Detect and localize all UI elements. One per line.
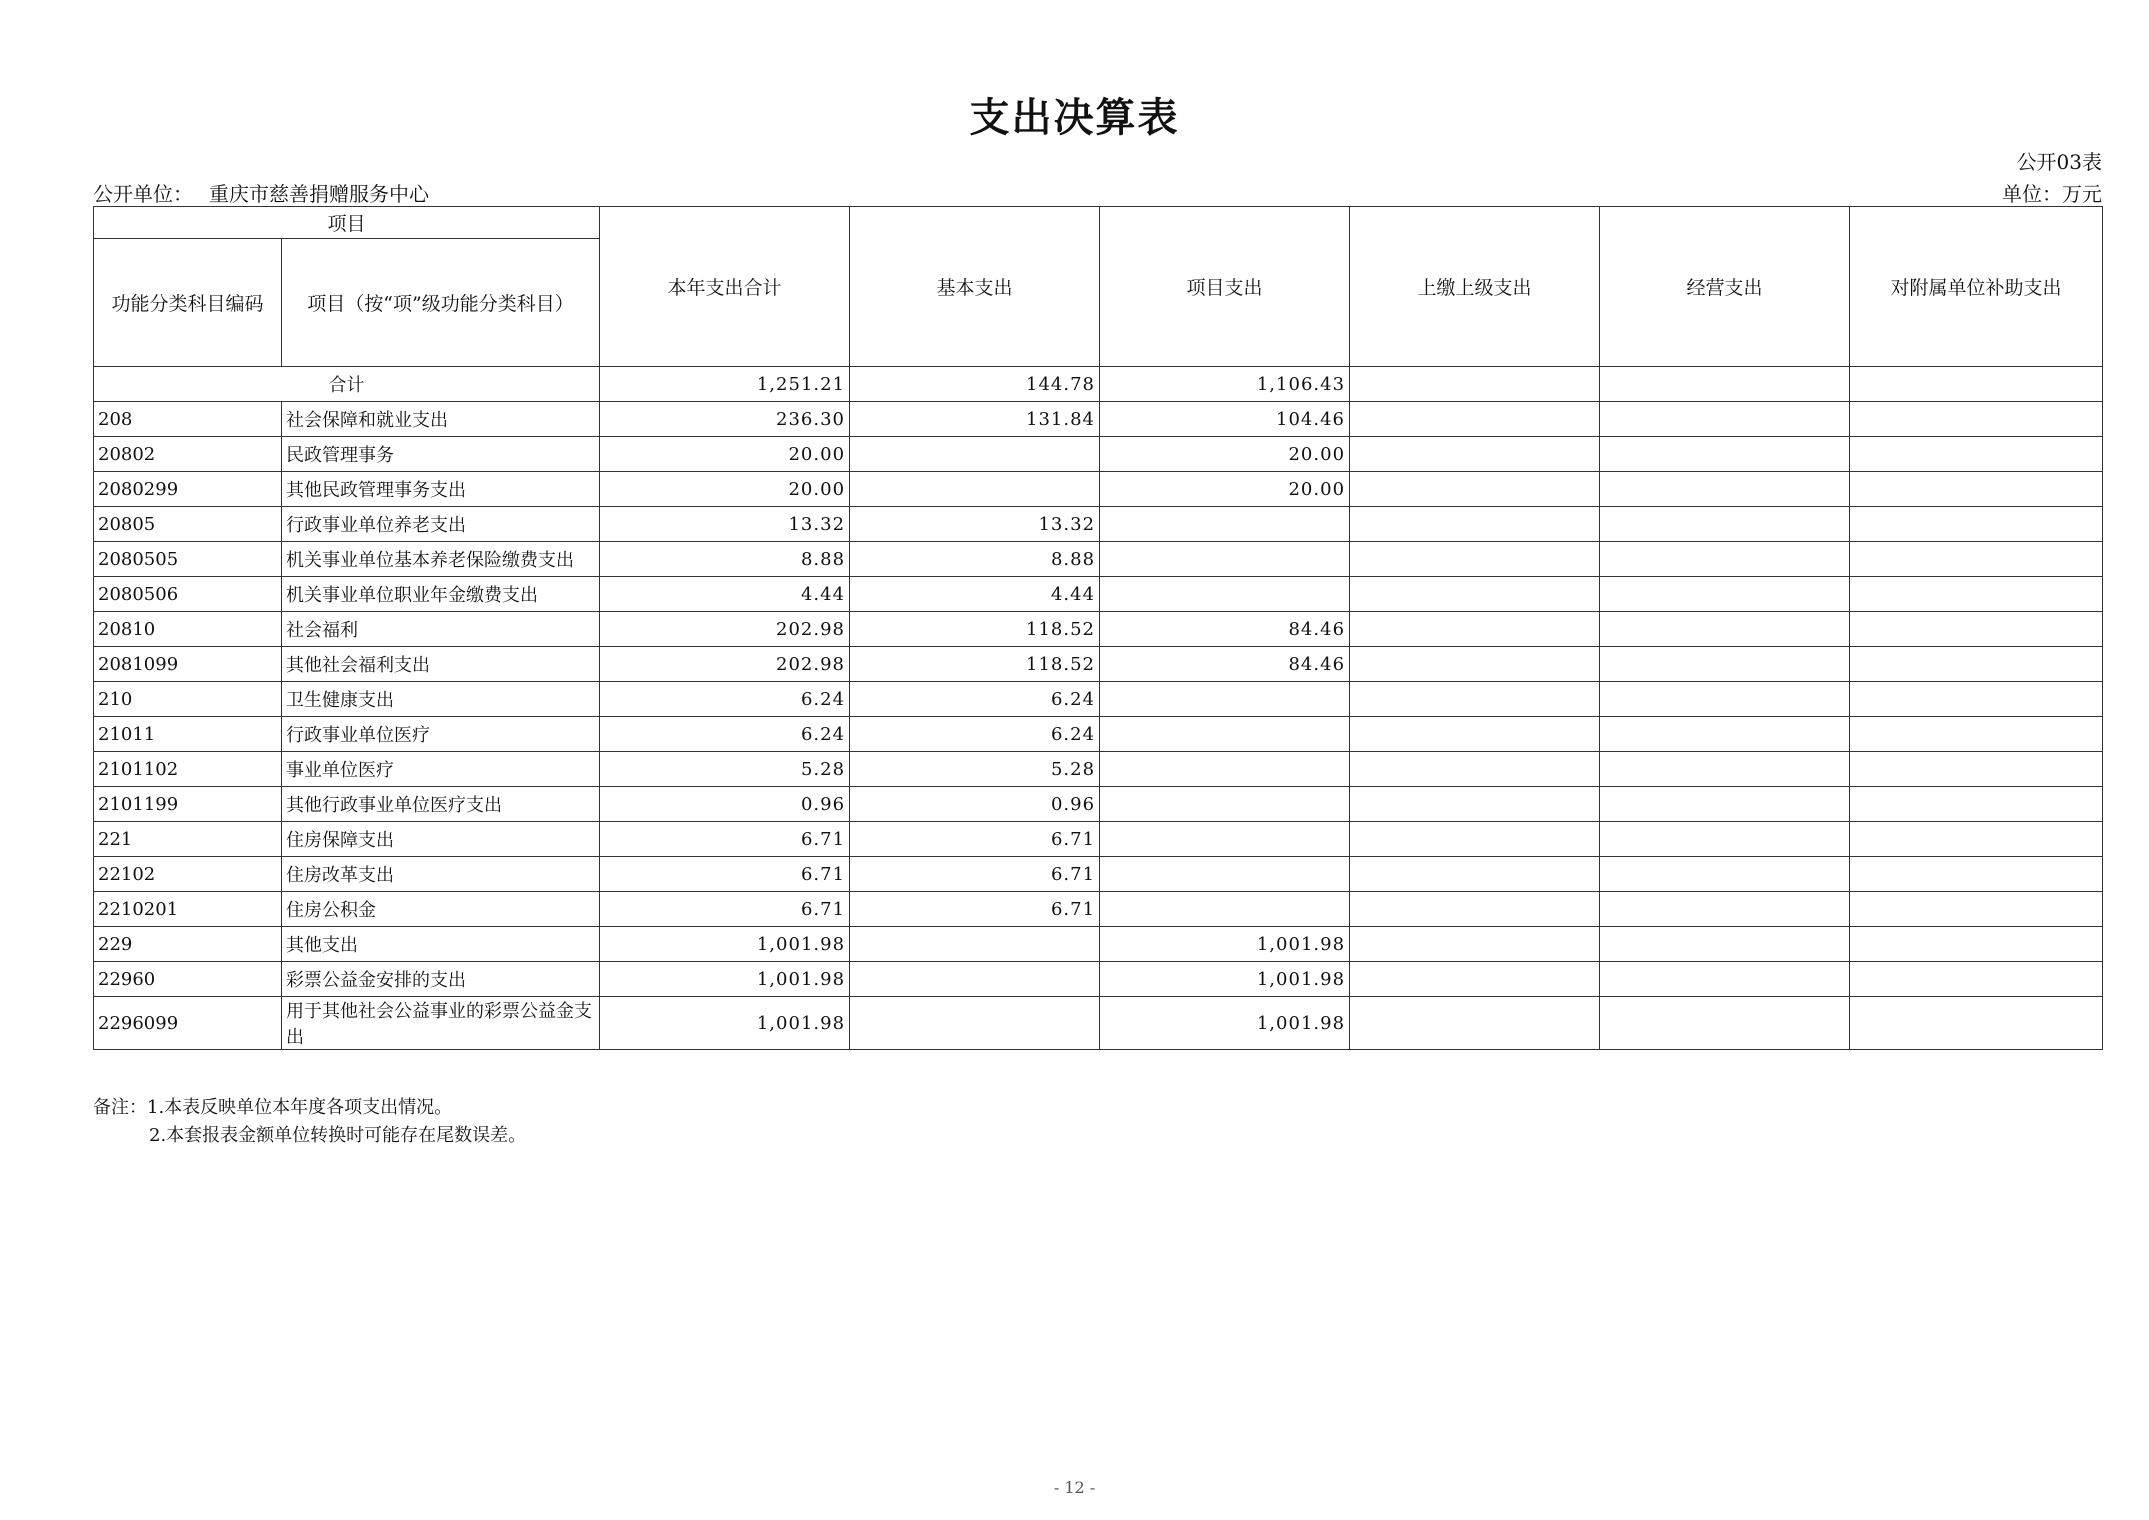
row-business [1600,787,1850,822]
total-project: 1,106.43 [1100,367,1350,402]
row-project [1100,787,1350,822]
row-basic [850,962,1100,997]
row-code: 22102 [94,857,282,892]
row-basic: 5.28 [850,752,1100,787]
row-name: 事业单位医疗 [282,752,600,787]
row-name: 其他行政事业单位医疗支出 [282,787,600,822]
table-row [94,717,2103,752]
row-upper [1350,857,1600,892]
header-upper: 上缴上级支出 [1350,207,1600,367]
table-row [94,542,2103,577]
row-project [1100,822,1350,857]
row-subsidy [1850,612,2103,647]
row-upper [1350,997,1600,1050]
total-business [1600,367,1850,402]
row-subsidy [1850,647,2103,682]
table-row [94,577,2103,612]
table-row [94,507,2103,542]
row-total: 20.00 [600,472,850,507]
header-row-1 [94,207,2103,239]
row-code: 2210201 [94,892,282,927]
row-upper [1350,892,1600,927]
row-project: 104.46 [1100,402,1350,437]
row-name: 住房保障支出 [282,822,600,857]
row-name: 彩票公益金安排的支出 [282,962,600,997]
table-row [94,927,2103,962]
row-subsidy [1850,402,2103,437]
row-total: 6.71 [600,857,850,892]
row-code: 221 [94,822,282,857]
total-total: 1,251.21 [600,367,850,402]
row-total: 1,001.98 [600,997,850,1050]
row-business [1600,577,1850,612]
row-subsidy [1850,927,2103,962]
notes [93,1094,526,1150]
table-row [94,962,2103,997]
row-upper [1350,962,1600,997]
table-row [94,612,2103,647]
row-basic [850,997,1100,1050]
expenditure-table [93,206,2103,1050]
unit-label: 公开单位： [93,182,193,206]
row-total: 6.24 [600,717,850,752]
row-subsidy [1850,962,2103,997]
row-name: 社会福利 [282,612,600,647]
row-subsidy [1850,997,2103,1050]
row-basic: 6.71 [850,857,1100,892]
currency-unit: 单位：万元 [2002,182,2102,206]
row-project [1100,577,1350,612]
row-name: 其他支出 [282,927,600,962]
row-total: 6.24 [600,682,850,717]
row-project [1100,507,1350,542]
note-line-2: 2.本套报表金额单位转换时可能存在尾数误差。 [149,1125,527,1146]
row-business [1600,507,1850,542]
row-subsidy [1850,892,2103,927]
row-business [1600,962,1850,997]
row-total: 202.98 [600,612,850,647]
row-project: 84.46 [1100,647,1350,682]
row-code: 20805 [94,507,282,542]
row-basic: 118.52 [850,647,1100,682]
row-code: 229 [94,927,282,962]
row-code: 21011 [94,717,282,752]
row-code: 2080506 [94,577,282,612]
page-number: - 12 - [1053,1478,1096,1497]
row-basic: 8.88 [850,542,1100,577]
row-subsidy [1850,542,2103,577]
row-subsidy [1850,577,2103,612]
table-row [94,402,2103,437]
row-subsidy [1850,787,2103,822]
table-row [94,647,2103,682]
row-business [1600,402,1850,437]
unit-info-row [93,178,2102,204]
row-basic: 6.71 [850,822,1100,857]
row-basic [850,472,1100,507]
table-row [94,892,2103,927]
row-total: 8.88 [600,542,850,577]
page-title: 支出决算表 [969,95,1180,141]
row-upper [1350,402,1600,437]
row-name: 行政事业单位养老支出 [282,507,600,542]
row-total: 6.71 [600,822,850,857]
row-business [1600,437,1850,472]
row-total: 4.44 [600,577,850,612]
header-basic: 基本支出 [850,207,1100,367]
row-business [1600,927,1850,962]
row-subsidy [1850,682,2103,717]
row-basic: 6.24 [850,717,1100,752]
row-business [1600,997,1850,1050]
row-code: 2101102 [94,752,282,787]
row-total: 1,001.98 [600,927,850,962]
row-name: 住房改革支出 [282,857,600,892]
row-total: 236.30 [600,402,850,437]
row-subsidy [1850,507,2103,542]
row-basic: 0.96 [850,787,1100,822]
row-upper [1350,787,1600,822]
row-upper [1350,472,1600,507]
row-total: 13.32 [600,507,850,542]
unit-name: 重庆市慈善捐赠服务中心 [209,182,429,206]
row-basic [850,437,1100,472]
row-subsidy [1850,472,2103,507]
row-name: 机关事业单位基本养老保险缴费支出 [282,542,600,577]
total-upper [1350,367,1600,402]
row-name: 其他民政管理事务支出 [282,472,600,507]
row-code: 20802 [94,437,282,472]
header-total: 本年支出合计 [600,207,850,367]
row-upper [1350,927,1600,962]
row-basic: 4.44 [850,577,1100,612]
row-code: 2081099 [94,647,282,682]
table-row [94,472,2103,507]
header-subsidy: 对附属单位补助支出 [1850,207,2103,367]
table-row [94,997,2103,1050]
row-basic: 13.32 [850,507,1100,542]
row-upper [1350,577,1600,612]
row-code: 210 [94,682,282,717]
row-total: 6.71 [600,892,850,927]
row-business [1600,542,1850,577]
row-total: 202.98 [600,647,850,682]
row-business [1600,612,1850,647]
row-code: 208 [94,402,282,437]
row-upper [1350,647,1600,682]
row-upper [1350,822,1600,857]
row-name: 机关事业单位职业年金缴费支出 [282,577,600,612]
note-line-1: 备注：1.本表反映单位本年度各项支出情况。 [93,1097,453,1118]
total-row [94,367,2103,402]
row-code: 2296099 [94,997,282,1050]
row-name: 卫生健康支出 [282,682,600,717]
row-project [1100,542,1350,577]
row-code: 2080299 [94,472,282,507]
row-basic [850,927,1100,962]
row-basic: 6.24 [850,682,1100,717]
row-name: 民政管理事务 [282,437,600,472]
row-name: 其他社会福利支出 [282,647,600,682]
row-subsidy [1850,717,2103,752]
row-upper [1350,612,1600,647]
row-name: 行政事业单位医疗 [282,717,600,752]
row-name: 用于其他社会公益事业的彩票公益金支出 [282,997,600,1050]
row-business [1600,472,1850,507]
header-group-project: 项目 [94,207,600,239]
total-basic: 144.78 [850,367,1100,402]
table-row [94,822,2103,857]
row-business [1600,892,1850,927]
row-business [1600,647,1850,682]
row-basic: 131.84 [850,402,1100,437]
total-label: 合计 [94,367,600,402]
row-project: 20.00 [1100,472,1350,507]
row-basic: 118.52 [850,612,1100,647]
row-code: 20810 [94,612,282,647]
row-project: 84.46 [1100,612,1350,647]
header-code: 功能分类科目编码 [94,239,282,367]
row-business [1600,822,1850,857]
row-upper [1350,542,1600,577]
row-total: 20.00 [600,437,850,472]
row-name: 社会保障和就业支出 [282,402,600,437]
row-subsidy [1850,752,2103,787]
table-row [94,437,2103,472]
reporting-unit [93,178,429,207]
row-code: 22960 [94,962,282,997]
row-project: 1,001.98 [1100,927,1350,962]
row-code: 2080505 [94,542,282,577]
row-project [1100,857,1350,892]
row-name: 住房公积金 [282,892,600,927]
header-business: 经营支出 [1600,207,1850,367]
row-total: 5.28 [600,752,850,787]
row-project [1100,682,1350,717]
row-business [1600,717,1850,752]
row-business [1600,752,1850,787]
row-upper [1350,752,1600,787]
row-upper [1350,507,1600,542]
row-subsidy [1850,822,2103,857]
row-code: 2101199 [94,787,282,822]
row-subsidy [1850,437,2103,472]
form-number: 公开03表 [2016,150,2102,174]
row-upper [1350,682,1600,717]
table-row [94,752,2103,787]
row-business [1600,857,1850,892]
table-row [94,857,2103,892]
row-project [1100,717,1350,752]
row-basic: 6.71 [850,892,1100,927]
table-body [94,367,2103,1050]
row-project: 1,001.98 [1100,962,1350,997]
table-row [94,787,2103,822]
row-project [1100,752,1350,787]
row-subsidy [1850,857,2103,892]
row-upper [1350,437,1600,472]
row-project [1100,892,1350,927]
table-row [94,682,2103,717]
row-total: 1,001.98 [600,962,850,997]
header-name: 项目（按“项”级功能分类科目） [282,239,600,367]
row-upper [1350,717,1600,752]
row-business [1600,682,1850,717]
row-total: 0.96 [600,787,850,822]
header-project: 项目支出 [1100,207,1350,367]
row-project: 20.00 [1100,437,1350,472]
row-project: 1,001.98 [1100,997,1350,1050]
total-subsidy [1850,367,2103,402]
